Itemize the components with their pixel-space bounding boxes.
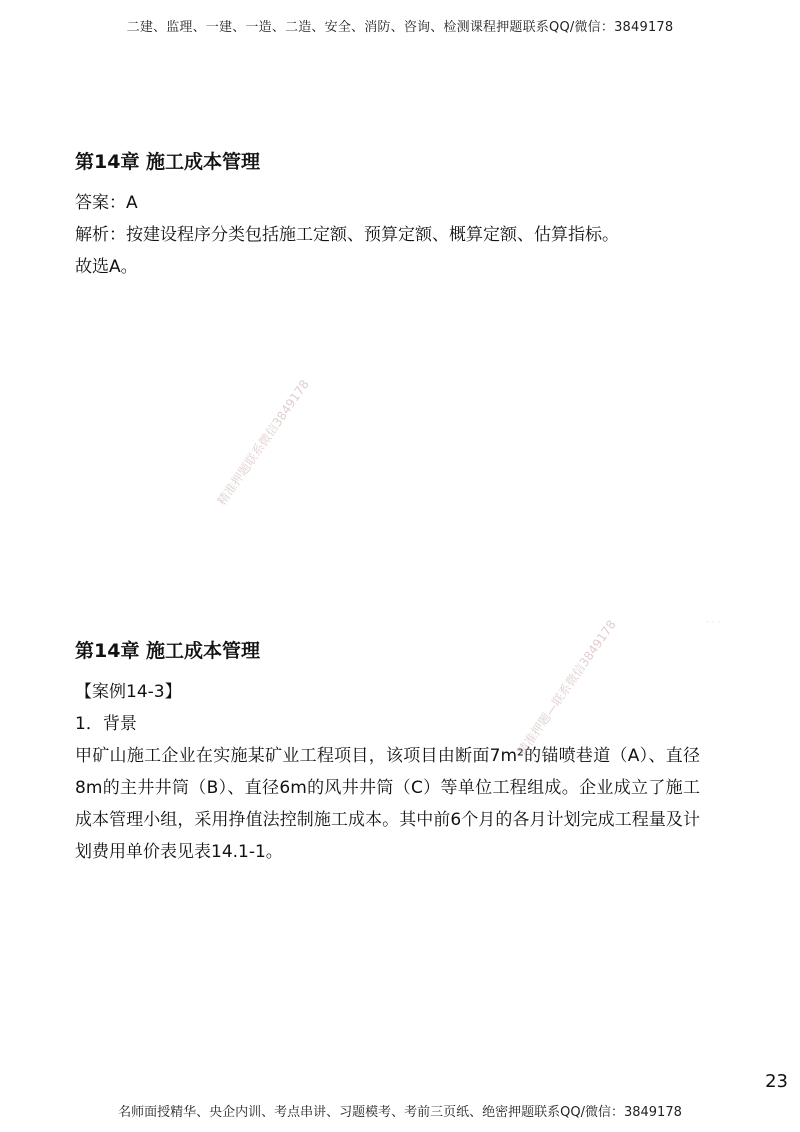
footer-banner: 名师面授精华、央企内训、考点串讲、习题模考、考前三页纸、绝密押题联系QQ/微信：3849178 <box>118 1105 682 1120</box>
watermark-text: 精准押题—联系微信3849178 <box>514 617 619 758</box>
background-heading: 1．背景 <box>75 714 137 734</box>
background-paragraph: 甲矿山施工企业在实施某矿业工程项目，该项目由断面7m²的锚喷巷道（A）、直径8m的主井井筒（B）、直径6m的风井井筒（C）等单位工程组成。企业成立了施工成本管理小组，采用挣值法控制施工成本。其中前6个月的各月计划完成工程量及计划费用单价表见表14.1-1。 <box>75 746 700 862</box>
watermark-dots: · · · <box>706 618 721 628</box>
watermark-text: 精准押题联系微信3849178 <box>214 377 312 508</box>
analysis-conclusion: 故选A。 <box>75 257 138 277</box>
section-answer <box>75 148 725 283</box>
analysis-line: 解析：按建设程序分类包括施工定额、预算定额、概算定额、估算指标。 <box>75 225 619 245</box>
page-number: 23 <box>765 1071 788 1092</box>
header-banner: 二建、监理、一建、一造、二造、安全、消防、咨询、检测课程押题联系QQ/微信：3849178 <box>126 20 674 35</box>
chapter-title: 第14章 施工成本管理 <box>75 151 261 173</box>
section-case <box>75 637 725 868</box>
chapter-title: 第14章 施工成本管理 <box>75 640 261 662</box>
case-label: 【案例14-3】 <box>75 682 182 702</box>
answer-line: 答案：A <box>75 193 138 213</box>
